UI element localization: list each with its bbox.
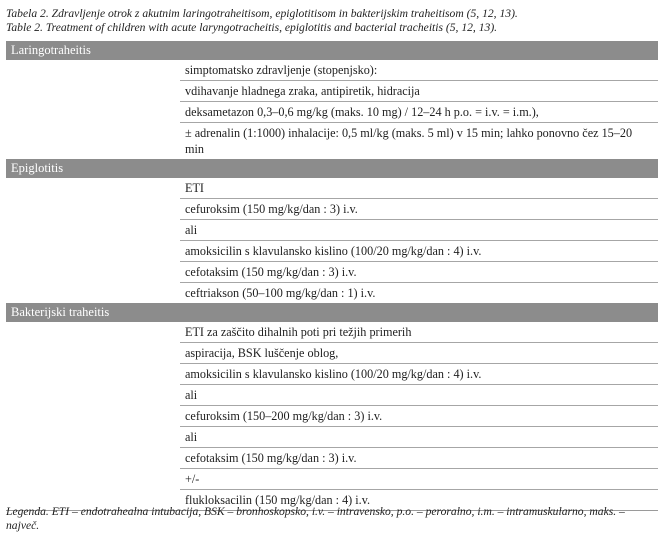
table-row: ETI za zaščito dihalnih poti pri težjih primerih — [185, 325, 412, 339]
table-row: cefuroksim (150 mg/kg/dan : 3) i.v. — [180, 198, 658, 219]
table-row: ETI — [185, 181, 204, 195]
table-row: cefuroksim (150–200 mg/kg/dan : 3) i.v. — [180, 405, 658, 426]
table-caption — [6, 7, 660, 35]
table-row: cefotaksim (150 mg/kg/dan : 3) i.v. — [180, 447, 658, 468]
table-row: vdihavanje hladnega zraka, antipiretik, hidracija — [180, 80, 658, 101]
table-row: amoksicilin s klavulansko kislino (100/20 mg/kg/dan : 4) i.v. — [180, 240, 658, 261]
table-row: ± adrenalin (1:1000) inhalacije: 0,5 ml/kg (maks. 5 ml) v 15 min; lahko ponovno čez 15–20 min — [180, 122, 658, 159]
table-row: amoksicilin s klavulansko kislino (100/20 mg/kg/dan : 4) i.v. — [180, 363, 658, 384]
caption-slovene: Tabela 2. Zdravljenje otrok z akutnim laringotraheitisom, epiglotitisom in bakterijskim traheitisom (5, 12, 13). — [6, 7, 518, 20]
table-row: ali — [180, 219, 658, 240]
table-row: ali — [180, 384, 658, 405]
treatment-table — [6, 41, 658, 511]
table-legend: Legenda. ETI – endotrahealna intubacija, BSK – bronhoskopsko, i.v. – intravensko, p.o. – peroralno, i.m. – intramuskularno, maks. – največ. — [6, 505, 625, 532]
caption-english: Table 2. Treatment of children with acute laryngotracheitis, epiglotitis and bacterial tracheitis (5, 12, 13). — [6, 21, 498, 34]
table-row: +/- — [180, 468, 658, 489]
table-row: ceftriakson (50–100 mg/kg/dan : 1) i.v. — [180, 282, 658, 303]
section-header-bakterijski-traheitis: Bakterijski traheitis — [6, 303, 658, 322]
section-header-epiglotitis: Epiglotitis — [6, 159, 658, 178]
table-row: ali — [180, 426, 658, 447]
table-row: cefotaksim (150 mg/kg/dan : 3) i.v. — [180, 261, 658, 282]
table-row: deksametazon 0,3–0,6 mg/kg (maks. 10 mg) / 12–24 h p.o. = i.v. = i.m.), — [180, 101, 658, 122]
table-row: aspiracija, BSK luščenje oblog, — [180, 342, 658, 363]
section-header-laringotraheitis: Laringotraheitis — [6, 41, 658, 60]
table-row: simptomatsko zdravljenje (stopenjsko): — [185, 63, 378, 77]
table-row: flukloksacilin (150 mg/kg/dan : 4) i.v. — [180, 489, 658, 510]
